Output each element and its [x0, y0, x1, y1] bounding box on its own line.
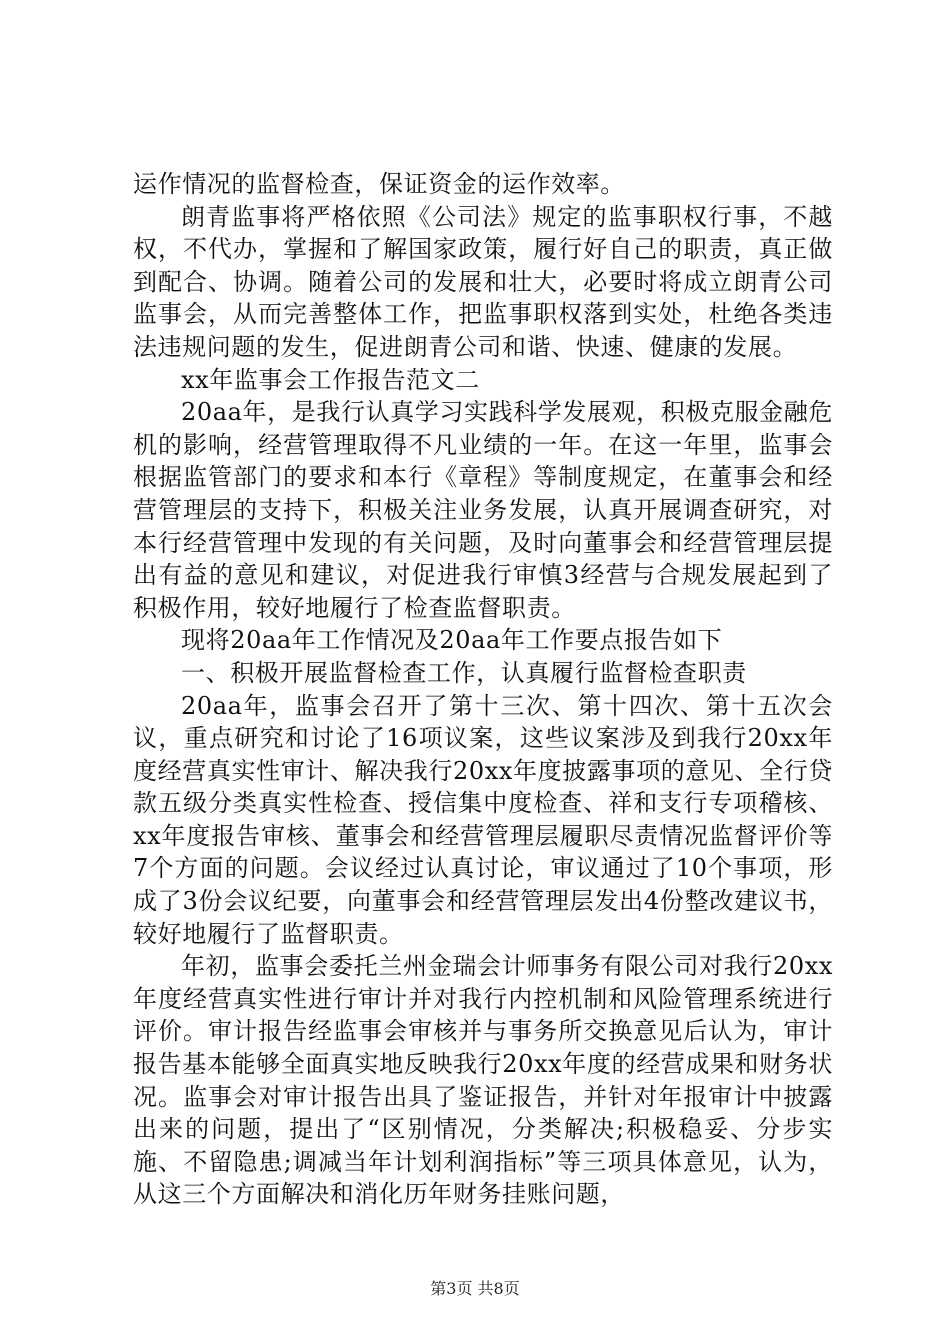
- paragraph-2: 朗青监事将严格依照《公司法》规定的监事职权行事，不越权，不代办，掌握和了解国家政策，履行好自己的职责，真正做到配合、协调。随着公司的发展和壮大，必要时将成立朗青公司监事会，从而完善整体工作，把监事职权落到实处，杜绝各类违法违规问题的发生，促进朗青公司和谐、快速、健康的发展。: [133, 202, 833, 361]
- page-number-footer: 第3页 共8页: [430, 1279, 520, 1298]
- document-body: [133, 168, 833, 1211]
- paragraph-4: 20aa年，是我行认真学习实践科学发展观，积极克服金融危机的影响，经营管理取得不凡业绩的一年。在这一年里，监事会根据监管部门的要求和本行《章程》等制度规定，在董事会和经营管理层的支持下，积极关注业务发展，认真开展调查研究，对本行经营管理中发现的有关问题，及时向董事会和经营管理层提出有益的意见和建议，对促进我行审慎3经营与合规发展起到了积极作用，较好地履行了检查监督职责。: [133, 398, 833, 622]
- paragraph-1: 运作情况的监督检查，保证资金的运作效率。: [133, 170, 625, 198]
- section-heading: xx年监事会工作报告范文二: [181, 365, 480, 394]
- subsection-heading: 一、积极开展监督检查工作，认真履行监督检查职责: [181, 658, 747, 687]
- paragraph-5: 现将20aa年工作情况及20aa年工作要点报告如下: [181, 626, 723, 655]
- paragraph-7: 20aa年，监事会召开了第十三次、第十四次、第十五次会议，重点研究和讨论了16项议案，这些议案涉及到我行20xx年度经营真实性审计、解决我行20xx年度披露事项的意见、全行贷款五级分类真实性检查、授信集中度检查、祥和支行专项稽核、xx年度报告审核、董事会和经营管理层履职尽责情况监督评价等7个方面的问题。会议经过认真讨论，审议通过了10个事项，形成了3份会议纪要，向董事会和经营管理层发出4份整改建议书，较好地履行了监督职责。: [133, 691, 833, 948]
- paragraph-8: 年初，监事会委托兰州金瑞会计师事务有限公司对我行20xx年度经营真实性进行审计并对我行内控机制和风险管理系统进行评价。审计报告经监事会审核并与事务所交换意见后认为，审计报告基本能够全面真实地反映我行20xx年度的经营成果和财务状况。监事会对审计报告出具了鉴证报告，并针对年报审计中披露出来的问题，提出了“区别情况，分类解决;积极稳妥、分步实施、不留隐患;调减当年计划利润指标”等三项具体意见，认为，从这三个方面解决和消化历年财务挂账问题，: [133, 952, 833, 1209]
